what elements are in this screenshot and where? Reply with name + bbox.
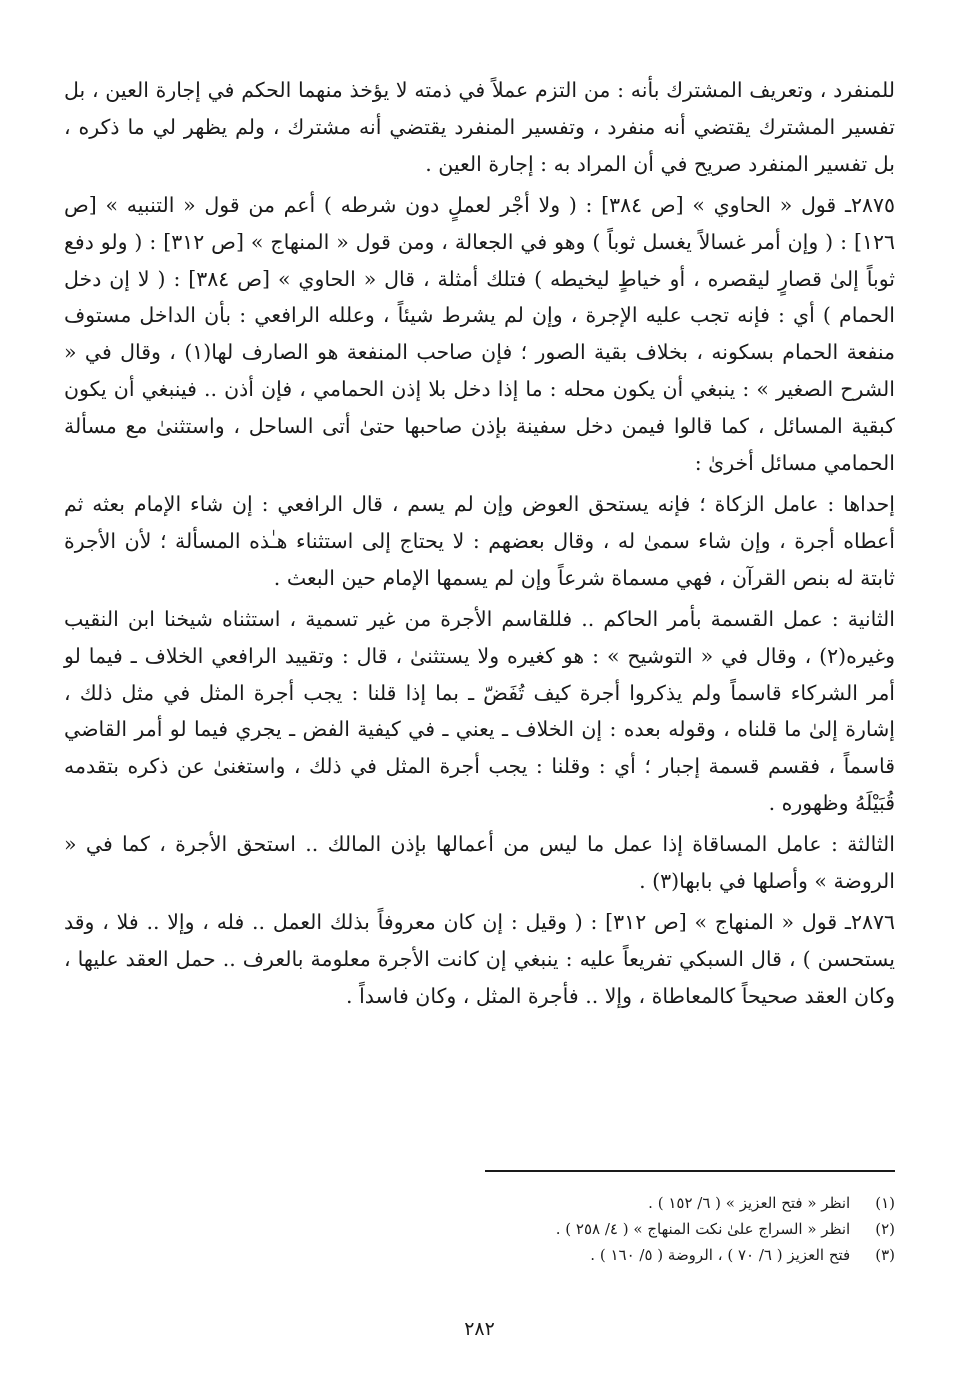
text-line: للمنفرد ، وتعريف المشترك بأنه : من التزم عملاً في ذمته لا يؤخذ منهما الحكم في إجارة العين ، — [91, 78, 895, 102]
text-line: الثانية : عمل القسمة بأمر الحاكم .. فللقاسم الأجرة من غير تسمية ، استثناه شيخنا ابن النقيب — [64, 606, 895, 631]
text-line: الحمام ) أي : فإنه تجب عليه الإجرة ، وإن لم يشرط شيئاً ، وعلله الرافعي : بأن الداخل مستوف — [64, 303, 895, 328]
text-line: « الشرح الصغير » : ينبغي أن يكون محله : ما إذا دخل بلا إذن الحمامي ، فإن أذن .. فينبغي أن — [64, 340, 895, 402]
text-line: إشارة إلىٰ ما قلناه ، وقوله بعده : إن الخلاف ـ يعني ـ في كيفية الفض ـ يجري فيما لو أمر القاضي — [64, 717, 895, 742]
text-line: « الروضة » وأصلها في بابها(٣) . — [64, 832, 895, 894]
text-line: بل تفسير المشترك يقتضي أنه منفرد ، وتفسير المنفرد يقتضي أنه مشترك ، ولم يظهر لي ما ذكره ، — [64, 78, 895, 139]
text-line: ٢٨٧٦ـ قول « المنهاج » [ص ٣١٢] : ( وقيل : إن كان معروفاً بذلك العمل .. فله ، وإلا .. — [146, 909, 895, 934]
footnote-1 — [64, 1190, 895, 1216]
footnote-2 — [64, 1216, 895, 1242]
footnote-text: فتح العزيز ( ٦/ ٧٠ ) ، الروضة ( ٥/ ١٦٠ ) . — [590, 1246, 851, 1264]
text-line: مسألة الحمامي مسائل أخرىٰ : — [64, 414, 895, 476]
text-line: ثوباً إلىٰ قصارٍ ليقصره ، أو خياطٍ ليخيطه ) فتلك أمثلة ، قال « الحاوي » [ص ٣٨٤] : ( لا إن دخل — [64, 266, 895, 291]
text-line: إحداها : عامل الزكاة ؛ فإنه يستحق العوض وإن لم يسم ، قال الرافعي : إن شاء الإمام بعثه ثم — [64, 491, 895, 516]
footnote-3 — [64, 1242, 895, 1268]
text-line: فلا ، وقد يستحسن ) ، قال السبكي تفريعاً عليه : ينبغي إن كانت الأجرة معلومة بالعرف .. حمل — [64, 909, 895, 971]
text-line: ثابتة له بنص القرآن ، فهي مسماة شرعاً وإن لم يسمها الإمام حين البعث . — [273, 565, 895, 590]
text-line: قاسماً ، فقسم قسمة إجبار ؛ أي : وقلنا : يجب أجرة المثل في ذلك ، واستغنىٰ عن ذكره بتقدمه — [64, 754, 895, 779]
footnote-number: (٢) — [875, 1220, 895, 1238]
paragraph-third — [64, 826, 895, 900]
footnote-text: انظر « السراج علىٰ نكت المنهاج » ( ٤/ ٢٥٨ ) . — [555, 1220, 851, 1238]
paragraph-2876 — [64, 904, 895, 1015]
footnote-divider — [485, 1170, 895, 1172]
text-line: أعطاه أجرة ، وإن شاء سمىٰ له ، وقال بعضهم : لا يحتاج إلى استثناء هـٰذه المسألة ؛ لأن الأجرة — [64, 528, 895, 553]
page-number: ٢٨٢ — [464, 1318, 495, 1340]
footnote-text: انظر « فتح العزيز » ( ٦/ ١٥٢ ) . — [648, 1194, 851, 1212]
text-line: بل تفسير المنفرد صريح في أن المراد به : إجارة العين . — [425, 151, 895, 176]
paragraph-2875 — [64, 187, 895, 482]
footnote-number: (٣) — [875, 1246, 895, 1264]
text-line: قُبَيْلَهُ وظهوره . — [768, 791, 895, 816]
text-line: العقد عليها ، وكان العقد صحيحاً كالمعاطاة ، وإلا .. فأجرة المثل ، وكان فاسداً . — [64, 946, 895, 1008]
main-text — [64, 72, 895, 1015]
text-line: أمر الشركاء قاسماً ولم يذكروا أجرة كيف تُفَضّ ـ بما إذا قلنا : يجب أجرة المثل في مثل ذلك ، — [64, 680, 895, 705]
text-line: ٢٨٧٥ـ قول « الحاوي » [ص ٣٨٤] : ( ولا أجْر لعملٍ دون شرطه ) أعم من قول « التنبيه » [ص — [64, 192, 895, 217]
footnote-number: (١) — [875, 1194, 895, 1212]
text-line: ١٢٦] : ( وإن أمر غسالاً يغسل ثوباً ) وهو في الجعالة ، ومن قول « المنهاج » [ص ٣١٢] : ( ولو دفع — [64, 229, 895, 254]
footnotes — [64, 1190, 895, 1268]
text-line: يكون كبقية المسائل ، كما قالوا فيمن دخل سفينة بإذن صاحبها حتىٰ أتى الساحل ، واستثنىٰ مع — [64, 377, 895, 439]
text-line: وغيره(٢) ، وقال في « التوشيح » : هو كغيره ولا يستثنىٰ ، قال : وتقييد الرافعي الخلاف ـ فيما لو — [64, 643, 895, 668]
text-line: منفعة الحمام بسكونه ، بخلاف بقية الصور ؛ فإن صاحب المنفعة هو الصارف لها(١) ، وقال في — [84, 340, 895, 365]
paragraph-continuation — [64, 72, 895, 183]
paragraph-first — [64, 486, 895, 597]
text-line: الثالثة : عامل المساقاة إذا عمل ما ليس من أعمالها بإذن المالك .. استحق الأجرة ، كما في — [85, 832, 895, 857]
paragraph-second — [64, 601, 895, 822]
